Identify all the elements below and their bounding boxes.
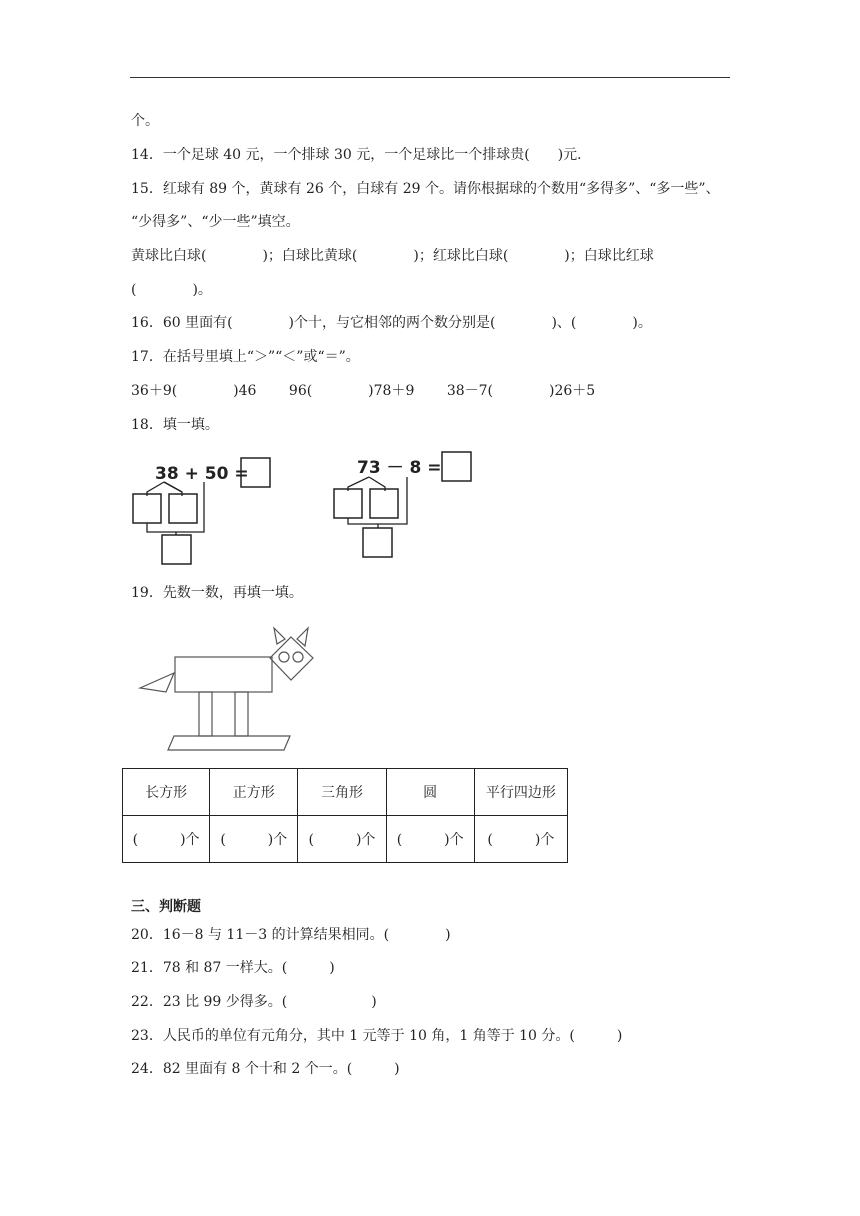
result-box-left xyxy=(162,535,191,564)
question-23: 23．人民币的单位有元角分，其中 1 元等于 10 角，1 角等于 10 分。( ) xyxy=(131,1028,623,1044)
header-rectangle: 长方形 xyxy=(123,769,210,816)
header-circle: 圆 xyxy=(386,769,474,816)
question-22: 22．23 比 99 少得多。( ) xyxy=(131,994,377,1010)
ear-triangle-right xyxy=(297,628,308,646)
question-21: 21．78 和 87 一样大。( ) xyxy=(131,960,335,976)
result-box-right xyxy=(363,528,392,557)
question-15-blanks: 黄球比白球( )；白球比黄球( )；红球比白球( )；白球比红球 xyxy=(131,248,654,264)
split-box-right-1 xyxy=(334,489,362,518)
shape-count-table xyxy=(122,768,568,863)
answer-triangle-count[interactable]: ( )个 xyxy=(298,816,386,863)
shape-animal-figure xyxy=(136,622,318,754)
ear-triangle-left xyxy=(274,628,285,644)
question-15-blanks-end: ( )。 xyxy=(131,282,212,298)
split-box-left-1 xyxy=(133,494,161,523)
question-18: 18．填一填。 xyxy=(131,417,219,433)
eye-circle-left xyxy=(279,652,289,662)
right-expression: 73 － 8 = xyxy=(357,458,442,478)
question-19: 19．先数一数，再填一填。 xyxy=(131,585,303,601)
question-16: 16．60 里面有( )个十，与它相邻的两个数分别是( )、( )。 xyxy=(131,315,652,331)
addition-subtraction-diagram xyxy=(125,446,485,570)
header-parallelogram: 平行四边形 xyxy=(474,769,567,816)
question-15-line2: “少得多”、“少一些”填空。 xyxy=(131,214,300,230)
question-17-comparisons: 36＋9( )46 96( )78＋9 38－7( )26＋5 xyxy=(131,383,596,399)
tail-triangle xyxy=(140,673,174,692)
question-24: 24．82 里面有 8 个十和 2 个一。( ) xyxy=(131,1061,400,1077)
header-rule xyxy=(130,77,730,78)
question-13-tail: 个。 xyxy=(131,113,159,129)
left-expression: 38 + 50 = xyxy=(155,464,249,484)
question-20: 20．16－8 与 11－3 的计算结果相同。( ) xyxy=(131,927,451,943)
leg-rectangle-right xyxy=(235,692,248,736)
split-box-right-2 xyxy=(370,489,398,518)
eye-circle-right xyxy=(293,652,303,662)
question-14: 14．一个足球 40 元，一个排球 30 元，一个足球比一个排球贵( )元． xyxy=(131,147,592,163)
header-triangle: 三角形 xyxy=(298,769,386,816)
answer-rectangle-count[interactable]: ( )个 xyxy=(123,816,210,863)
answer-circle-count[interactable]: ( )个 xyxy=(386,816,474,863)
leg-rectangle-left xyxy=(199,692,212,736)
header-square: 正方形 xyxy=(210,769,298,816)
question-17: 17．在括号里填上“＞”“＜”或“＝”。 xyxy=(131,349,360,365)
answer-parallelogram-count[interactable]: ( )个 xyxy=(474,816,567,863)
split-box-left-2 xyxy=(169,494,197,523)
answer-box-right xyxy=(442,452,471,481)
question-15: 15．红球有 89 个，黄球有 26 个，白球有 29 个。请你根据球的个数用“多得多”、“多一些”、 xyxy=(131,181,720,197)
section-title-judgement: 三、判断题 xyxy=(131,899,201,915)
base-parallelogram xyxy=(168,736,290,750)
body-rectangle xyxy=(175,657,272,692)
answer-square-count[interactable]: ( )个 xyxy=(210,816,298,863)
